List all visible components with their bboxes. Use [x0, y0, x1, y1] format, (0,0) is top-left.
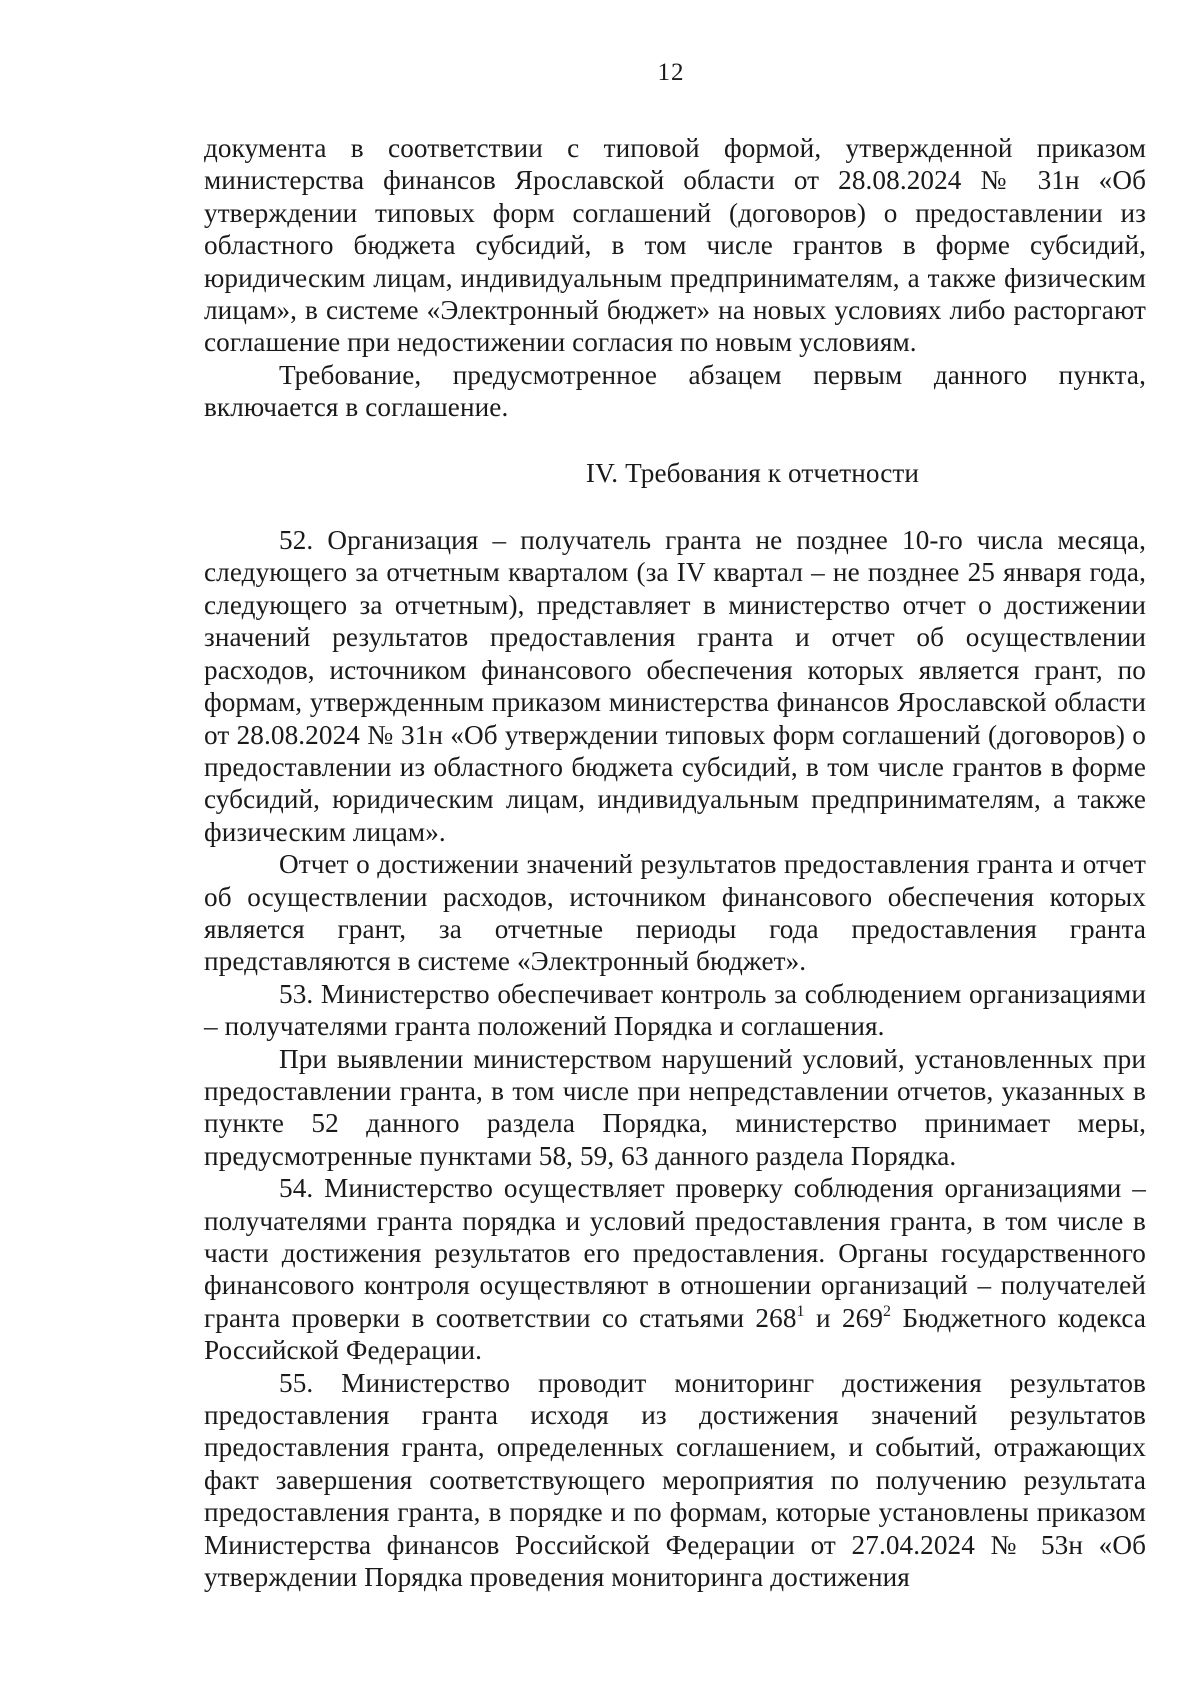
paragraph-53: 53. Министерство обеспечивает контроль за соблюдением организациями – получателями гранта положений Порядка и соглашения. [204, 978, 1146, 1042]
paragraph-continuation: документа в соответствии с типовой формой, утвержденной приказом министерства финансов Ярославской области от 28.08.2024 № 31н «Об утверждении типовых форм соглашений (договоров) о предоставлении из областного бюджета субсидий, в том числе грантов в форме субсидий, юридическим лицам, индивидуальным предпринимателям, а также физическим лицам», в системе «Электронный бюджет» на новых условиях либо расторгают соглашение при недостижении согласия по новым условиям. [204, 133, 1146, 358]
page-number: 12 [657, 59, 685, 86]
paragraph-54-tail: Бюджетного кодекса Российской Федерации. [204, 1302, 1146, 1366]
document-body [204, 132, 1146, 1593]
paragraph-54-mid: и 269 [804, 1302, 884, 1333]
paragraph-report-system: Отчет о достижении значений результатов предоставления гранта и отчет об осуществлении расходов, источником финансового обеспечения которых является грант, за отчетные периоды года предоставления гранта представляются в системе «Электронный бюджет». [204, 849, 1146, 977]
footnote-sup-1: 1 [796, 1302, 805, 1320]
paragraph-54 [204, 1172, 1146, 1366]
paragraph-55: 55. Министерство проводит мониторинг достижения результатов предоставления гранта исходя из достижения значений результатов предоставления гранта, определенных соглашением, и событий, отражающих факт завершения соответствующего мероприятия по получению результата предоставления гранта, в порядке и по формам, которые установлены приказом Министерства финансов Российской Федерации от 27.04.2024 № 53н «Об утверждении Порядка проведения мониторинга достижения [204, 1367, 1146, 1593]
footnote-sup-2: 2 [883, 1302, 892, 1320]
section-heading: IV. Требования к отчетности [585, 457, 920, 488]
paragraph-52: 52. Организация – получатель гранта не позднее 10-го числа месяца, следующего за отчетным кварталом (за IV квартал – не позднее 25 января года, следующего за отчетным), представляет в министерство отчет о достижении значений результатов предоставления гранта и отчет об осуществлении расходов, источником финансового обеспечения которых является грант, по формам, утвержденным приказом министерства финансов Ярославской области от 28.08.2024 № 31н «Об утверждении типовых форм соглашений (договоров) о предоставлении из областного бюджета субсидий, в том числе грантов в форме субсидий, юридическим лицам, индивидуальным предпринимателям, а также физическим лицам». [204, 525, 1146, 847]
paragraph-requirement: Требование, предусмотренное абзацем первым данного пункта, включается в соглашение. [204, 359, 1146, 423]
paragraph-54-text: 54. Министерство осуществляет проверку соблюдения организациями – получателями гранта порядка и условий предоставления гранта, в том числе в части достижения результатов его предоставления. Органы государственного финансового контроля осуществляют в отношении организаций – получателей гранта проверки в соответствии со статьями 268 [204, 1173, 1146, 1333]
paragraph-violations: При выявлении министерством нарушений условий, установленных при предоставлении гранта, в том числе при непредставлении отчетов, указанных в пункте 52 данного раздела Порядка, министерство принимает меры, предусмотренные пунктами 58, 59, 63 данного раздела Порядка. [204, 1043, 1146, 1171]
